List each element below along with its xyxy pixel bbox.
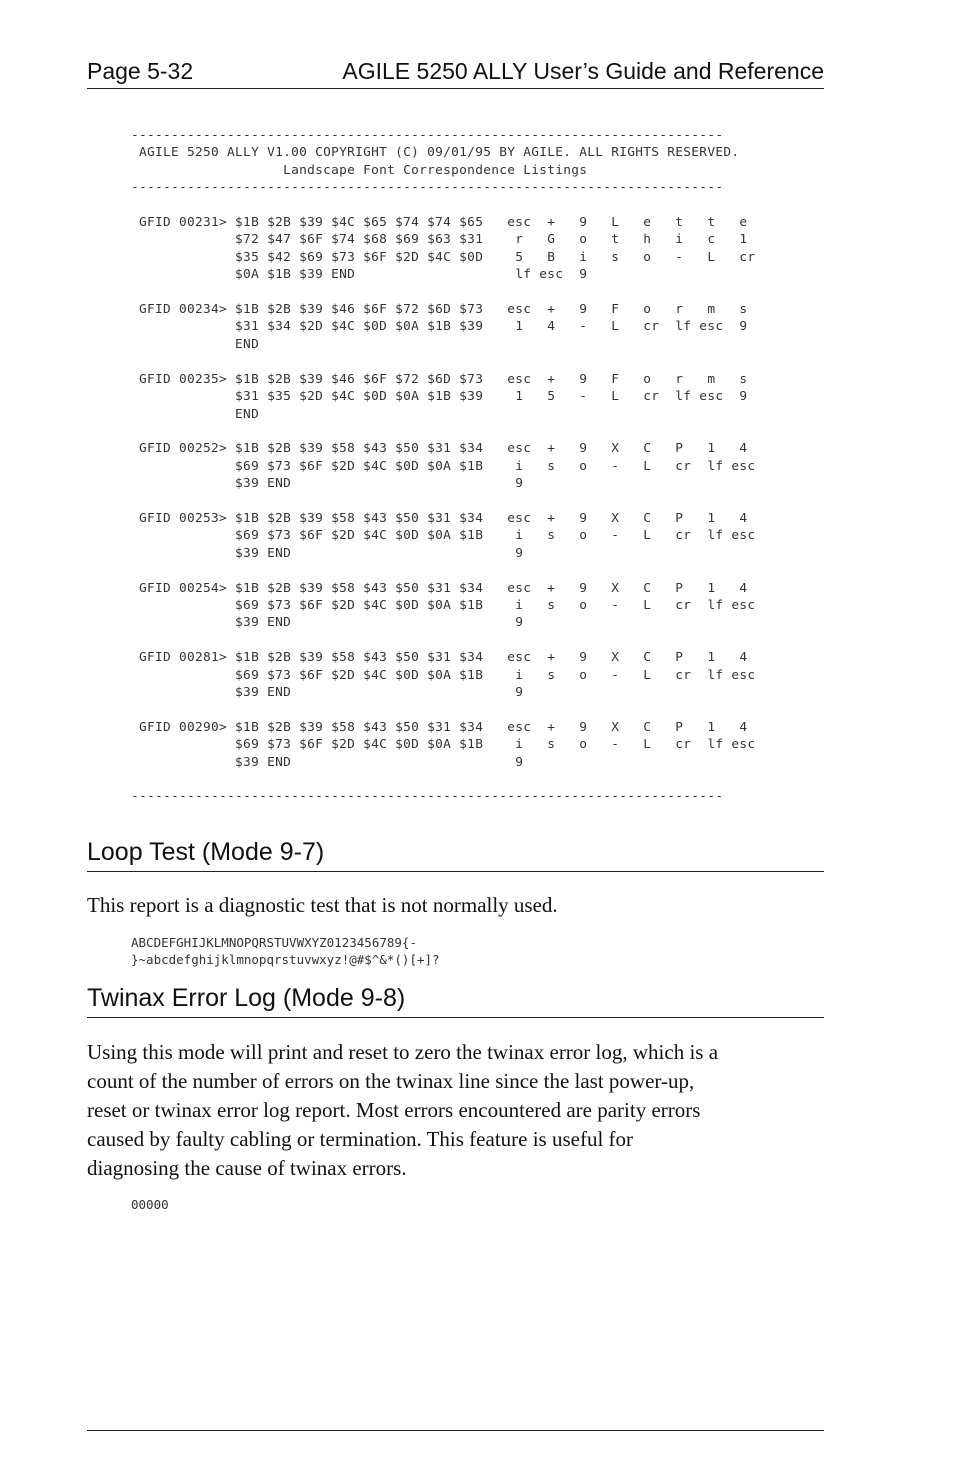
- listing-line: --------------------------------------------------------------------------: [131, 128, 724, 143]
- listing-line: $39 END 9: [131, 476, 524, 492]
- listing-line: $35 $42 $69 $73 $6F $2D $4C $0D 5 B i s o - L cr: [131, 249, 756, 265]
- listing-line: END: [131, 336, 260, 352]
- listing-line: GFID 00254> $1B $2B $39 $58 $43 $50 $31 $34 esc + 9 X C P 1 4: [131, 580, 748, 596]
- listing-line: $39 END 9: [131, 754, 524, 770]
- listing-line: $31 $34 $2D $4C $0D $0A $1B $39 1 4 - L cr lf esc 9: [131, 319, 748, 335]
- document-title: AGILE 5250 ALLY User’s Guide and Reference: [342, 58, 824, 84]
- loop-test-description: This report is a diagnostic test that is not normally used.: [87, 893, 558, 917]
- description-line: diagnosing the cause of twinax errors.: [87, 1156, 407, 1180]
- twinax-error-log-description: [87, 1038, 827, 1183]
- description-line: Using this mode will print and reset to zero the twinax error log, which is a: [87, 1040, 719, 1064]
- listing-line: GFID 00231> $1B $2B $39 $4C $65 $74 $74 $65 esc + 9 L e t t e: [131, 215, 748, 231]
- listing-line: $31 $35 $2D $4C $0D $0A $1B $39 1 5 - L cr lf esc 9: [131, 389, 748, 405]
- loop-test-heading: Loop Test (Mode 9-7): [87, 838, 824, 872]
- loop-test-output-line: }~abcdefghijklmnopqrstuvwxyz!@#$^&*()[+]?: [131, 952, 440, 967]
- listing-line: AGILE 5250 ALLY V1.00 COPYRIGHT (C) 09/01/95 BY AGILE. ALL RIGHTS RESERVED.: [131, 145, 740, 161]
- listing-line: --------------------------------------------------------------------------: [131, 180, 724, 196]
- listing-line: GFID 00290> $1B $2B $39 $58 $43 $50 $31 $34 esc + 9 X C P 1 4: [131, 719, 748, 735]
- page-header: [87, 56, 824, 89]
- loop-test-output-line: ABCDEFGHIJKLMNOPQRSTUVWXYZ0123456789{-: [131, 935, 417, 950]
- listing-line: $69 $73 $6F $2D $4C $0D $0A $1B i s o - L cr lf esc: [131, 597, 756, 613]
- listing-line: END: [131, 406, 260, 422]
- listing-line: $39 END 9: [131, 615, 524, 631]
- listing-line: $39 END 9: [131, 545, 524, 561]
- page-number: Page 5-32: [87, 58, 194, 84]
- footer-rule: [87, 1430, 824, 1431]
- listing-line: --------------------------------------------------------------------------: [131, 789, 724, 805]
- description-line: reset or twinax error log report. Most errors encountered are parity errors: [87, 1098, 701, 1122]
- listing-line: $39 END 9: [131, 685, 524, 700]
- listing-line: $72 $47 $6F $74 $68 $69 $63 $31 r G o t h i c 1: [131, 232, 748, 248]
- listing-line: $0A $1B $39 END lf esc 9: [131, 267, 588, 283]
- listing-line: GFID 00234> $1B $2B $39 $46 $6F $72 $6D $73 esc + 9 F o r m s: [131, 302, 748, 318]
- listing-line: Landscape Font Correspondence Listings: [131, 162, 588, 178]
- description-line: count of the number of errors on the twinax line since the last power-up,: [87, 1069, 695, 1093]
- listing-line: $69 $73 $6F $2D $4C $0D $0A $1B i s o - L cr lf esc: [131, 667, 756, 683]
- description-line: caused by faulty cabling or termination. This feature is useful for: [87, 1127, 634, 1151]
- loop-test-output: [131, 934, 440, 968]
- listing-line: GFID 00281> $1B $2B $39 $58 $43 $50 $31 $34 esc + 9 X C P 1 4: [131, 650, 748, 666]
- listing-line: GFID 00235> $1B $2B $39 $46 $6F $72 $6D $73 esc + 9 F o r m s: [131, 371, 748, 387]
- font-correspondence-listing: [131, 127, 831, 806]
- listing-line: $69 $73 $6F $2D $4C $0D $0A $1B i s o - L cr lf esc: [131, 737, 756, 753]
- listing-line: GFID 00253> $1B $2B $39 $58 $43 $50 $31 $34 esc + 9 X C P 1 4: [131, 510, 748, 526]
- twinax-error-log-output: 00000: [131, 1197, 169, 1212]
- listing-line: $69 $73 $6F $2D $4C $0D $0A $1B i s o - L cr lf esc: [131, 458, 756, 474]
- listing-line: GFID 00252> $1B $2B $39 $58 $43 $50 $31 $34 esc + 9 X C P 1 4: [131, 441, 748, 457]
- twinax-error-log-heading: Twinax Error Log (Mode 9-8): [87, 984, 824, 1018]
- listing-line: $69 $73 $6F $2D $4C $0D $0A $1B i s o - L cr lf esc: [131, 528, 756, 544]
